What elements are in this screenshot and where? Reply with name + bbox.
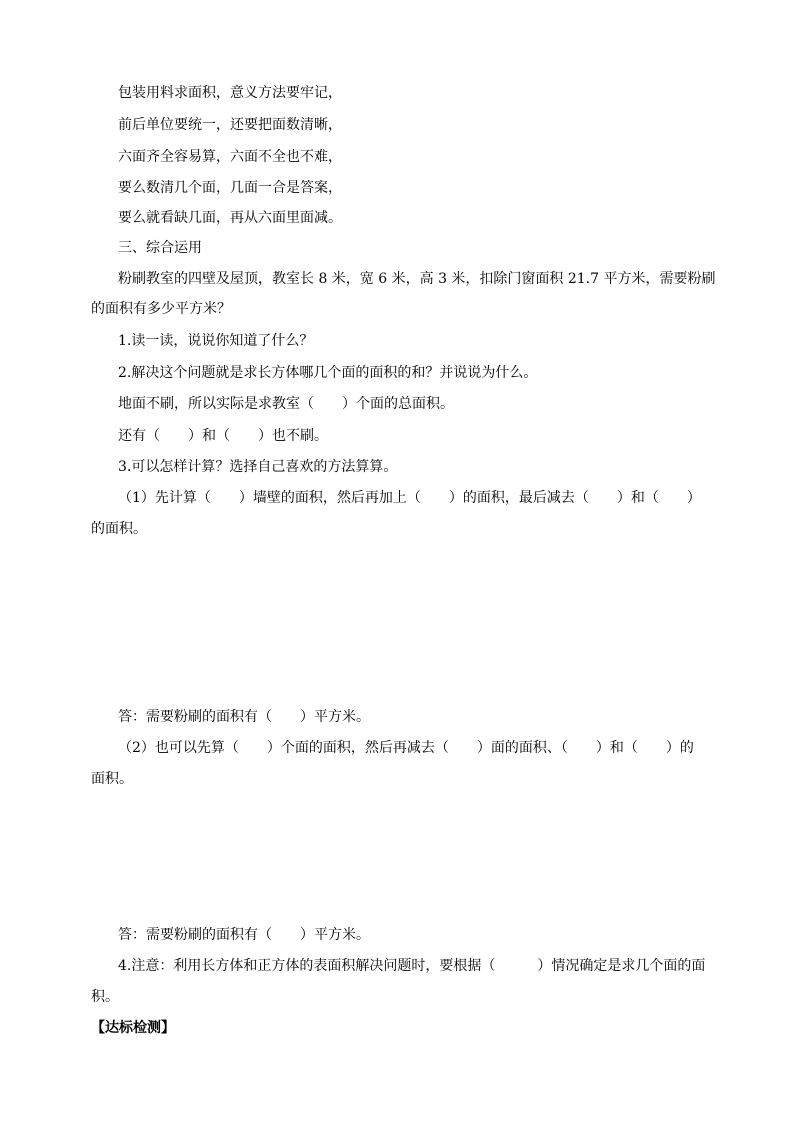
problem-line-1: 粉刷教室的四壁及屋顶，教室长 8 米，宽 6 米，高 3 米，扣除门窗面积 21.7 平方米，需要粉刷	[118, 271, 716, 287]
question-3: 3.可以怎样计算？选择自己喜欢的方法算算。	[118, 459, 398, 475]
poem-line-4: 要么数清几个面，几面一合是答案，	[118, 180, 342, 196]
poem-line-3: 六面齐全容易算，六面不全也不难，	[118, 149, 342, 165]
question-2-fill-a: 地面不刷，所以实际是求教室（ ）个面的总面积。	[118, 396, 454, 412]
poem-line-1: 包装用料求面积，意义方法要牢记，	[118, 85, 342, 101]
question-1: 1.读一读，说说你知道了什么？	[118, 333, 314, 349]
poem-line-5: 要么就看缺几面，再从六面里面减。	[118, 210, 342, 226]
question-4-line-2: 积。	[91, 989, 119, 1005]
question-2-fill-b: 还有（ ）和（ ）也不刷。	[118, 428, 328, 444]
method-1-answer: 答：需要粉刷的面积有（ ）平方米。	[118, 709, 370, 725]
method-2-line-2: 面积。	[91, 771, 133, 787]
problem-line-2: 的面积有多少平方米？	[91, 301, 231, 317]
section-heading: 三、综合运用	[118, 240, 202, 256]
method-1-line-1: （1）先计算（ ）墙壁的面积，然后再加上（ ）的面积，最后减去（ ）和（ ）	[118, 490, 701, 506]
method-2-line-1: （2）也可以先算（ ）个面的面积，然后再减去（ ）面的面积、（ ）和（ ）的	[118, 740, 694, 756]
poem-line-2: 前后单位要统一，还要把面数清晰，	[118, 117, 342, 133]
question-4-line-1: 4.注意：利用长方体和正方体的表面积解决问题时，要根据（ ）情况确定是求几个面的面	[118, 958, 706, 974]
question-2: 2.解决这个问题就是求长方体哪几个面的面积的和？并说说为什么。	[118, 365, 538, 381]
footer-heading: 【达标检测】	[91, 1020, 175, 1036]
method-1-line-2: 的面积。	[91, 521, 147, 537]
method-2-answer: 答：需要粉刷的面积有（ ）平方米。	[118, 927, 370, 943]
